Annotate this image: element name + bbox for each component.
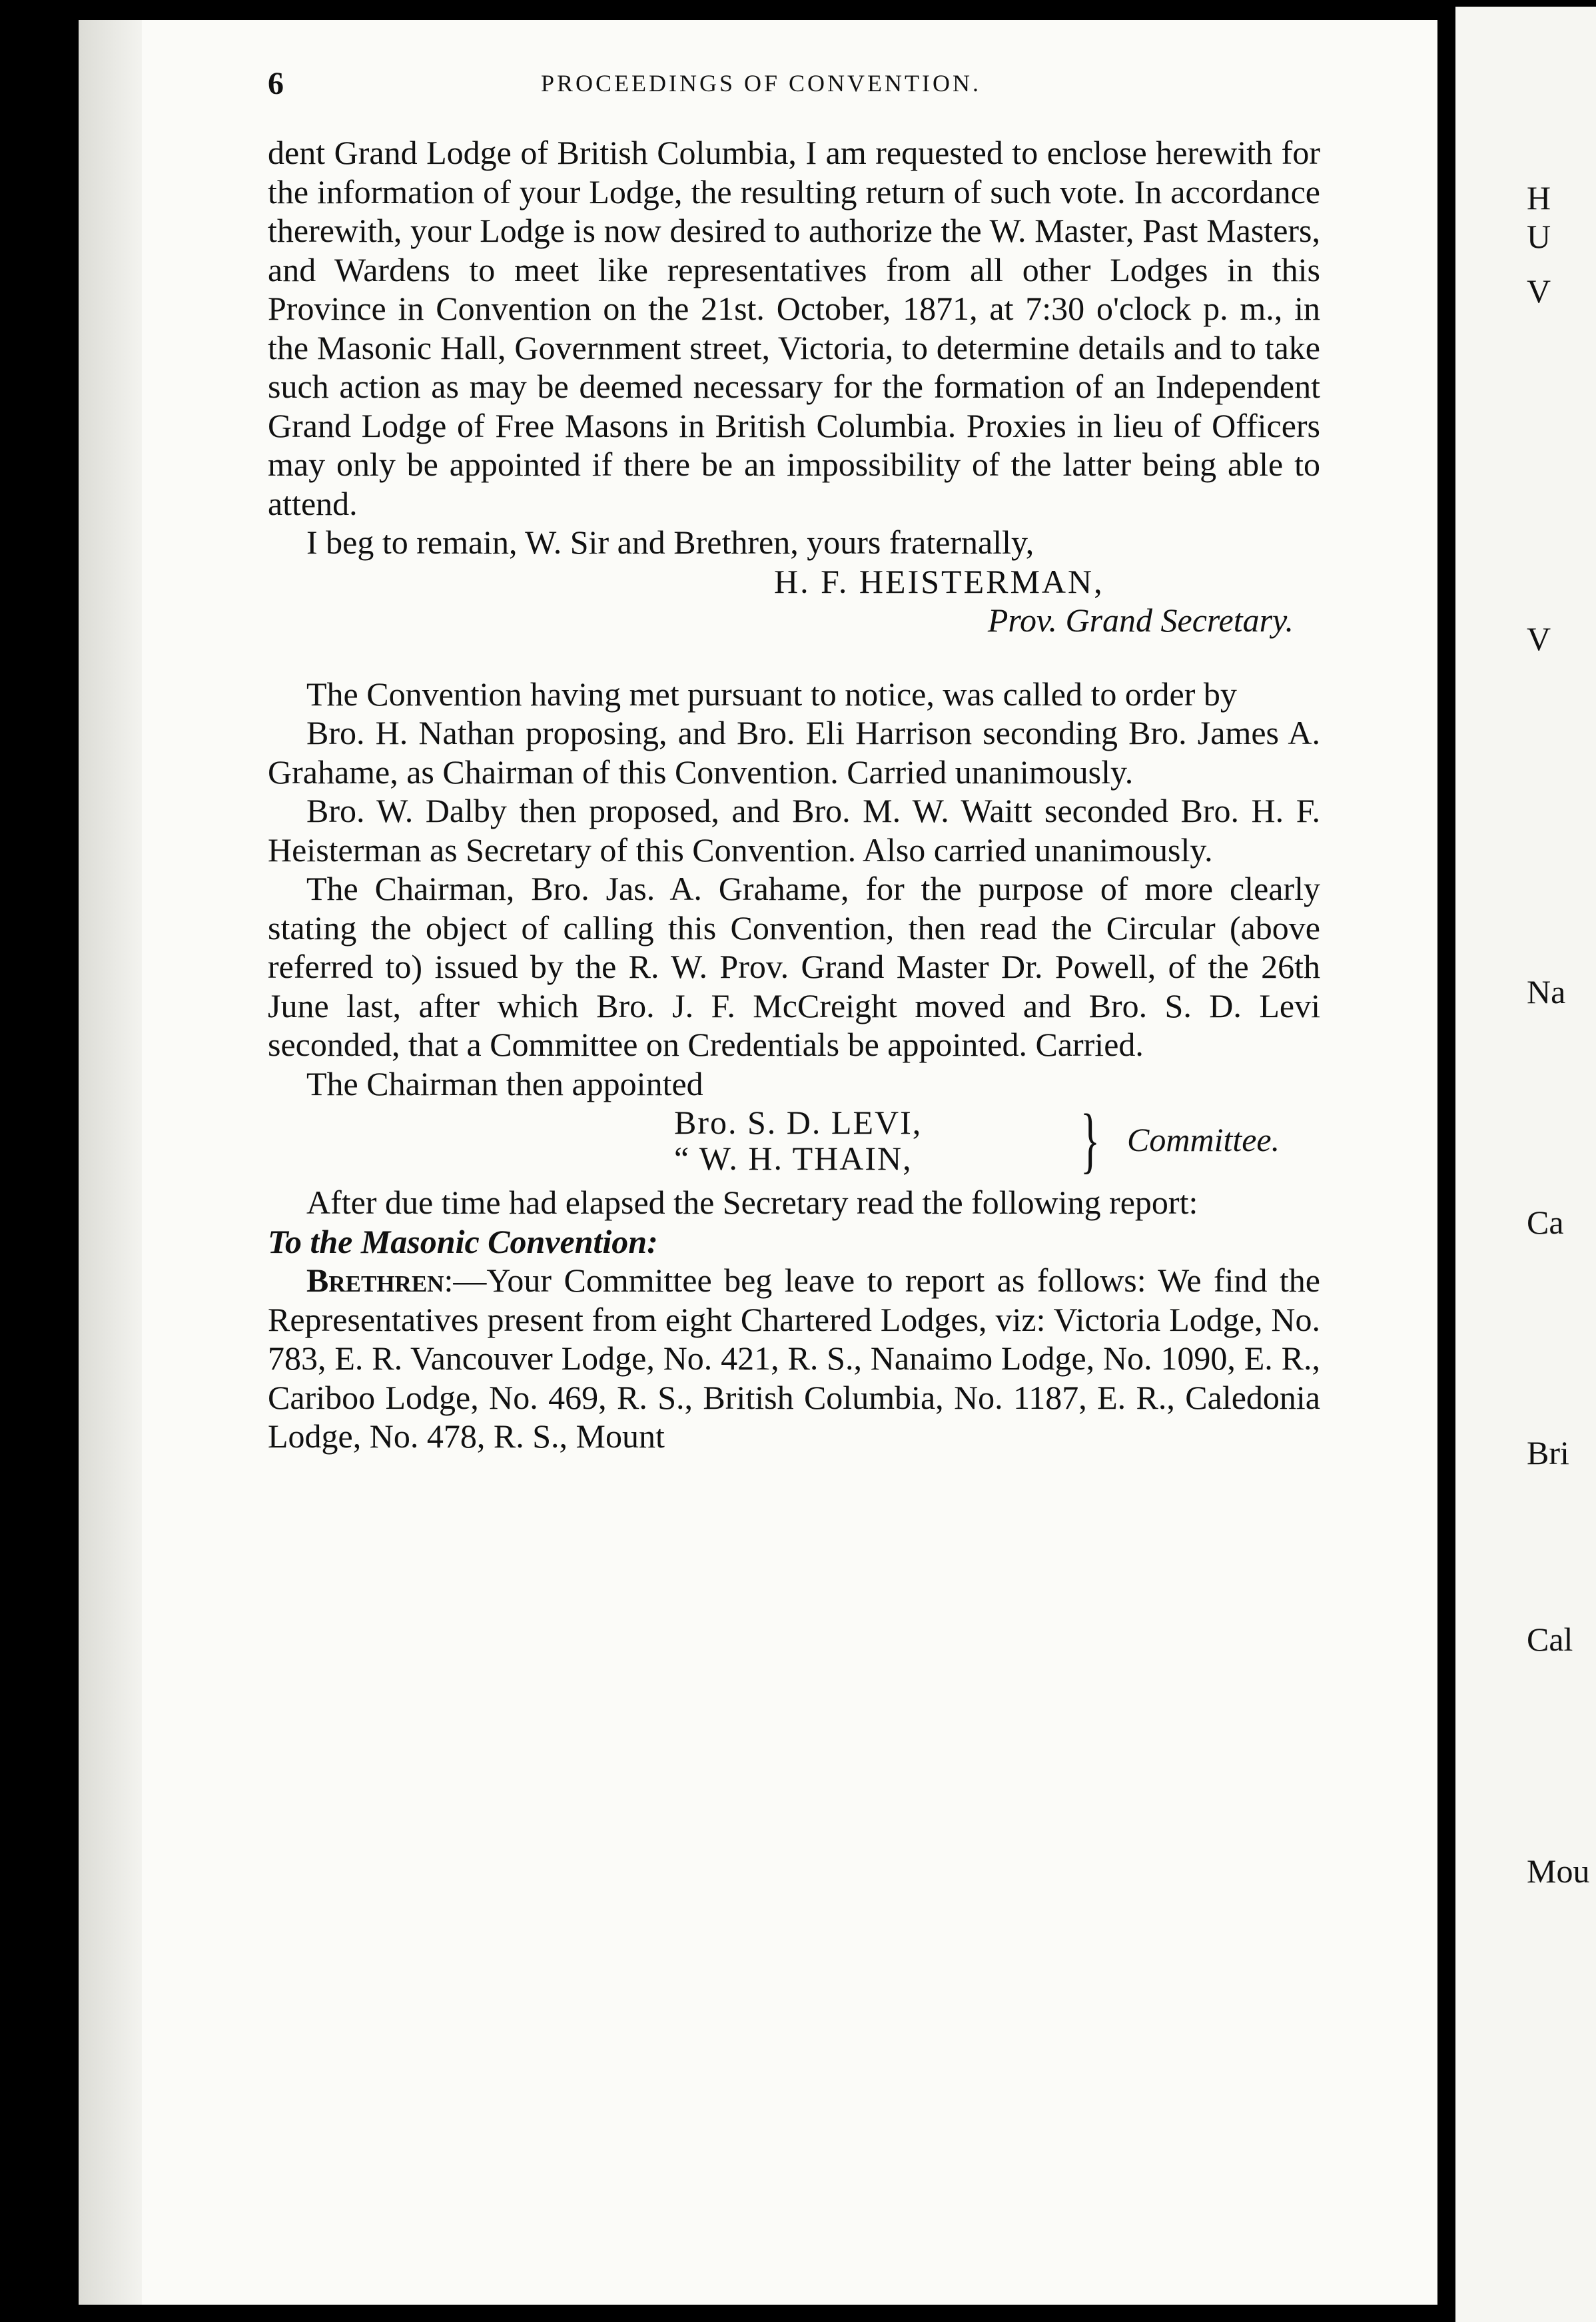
spacer <box>268 640 1320 675</box>
facing-page <box>1455 7 1596 2322</box>
facing-fragment: V <box>1527 620 1551 657</box>
report-lead: Brethren <box>306 1262 444 1299</box>
facing-fragment: V <box>1527 272 1551 310</box>
facing-fragment: H <box>1527 179 1551 216</box>
page-gutter <box>79 20 142 2305</box>
committee-member: “ W. H. THAIN, <box>674 1140 913 1177</box>
signature-title: Prov. Grand Secretary. <box>987 601 1294 639</box>
facing-fragment: Na <box>1527 973 1566 1010</box>
report-salutation: To the Masonic Convention: <box>268 1222 658 1260</box>
page-number: 6 <box>268 66 284 101</box>
paragraph-convention-met: The Convention having met pursuant to notice, was called to order by <box>306 675 1237 713</box>
report-text: :—Your Committee beg leave to report as follows: We find the Representatives present from eight Chartered Lodges, viz: Victoria Lodge, No. 783, E. R. Vancouver Lodge, No. 421, R. S., Nanaimo Lodge, No. 1090, E. R., Cariboo Lodge, No. 469, R. S., British Columbia, No. 1187, E. R., Caledonia Lodge, No. 478, R. S., Mount <box>268 1262 1320 1455</box>
page-header <box>268 65 1347 119</box>
facing-fragment: Cal <box>1527 1621 1573 1658</box>
brace-icon: } <box>1080 1099 1100 1180</box>
page-body <box>268 133 1320 1456</box>
page-divider <box>1437 0 1455 2322</box>
facing-fragment: U <box>1527 218 1551 255</box>
paragraph-chairman-election: Bro. H. Nathan proposing, and Bro. Eli Harrison seconding Bro. James A. Grahame, as Chairman of this Convention. Carried unanimously. <box>268 714 1320 791</box>
paragraph-closing: I beg to remain, W. Sir and Brethren, yours fraternally, <box>306 524 1034 561</box>
paragraph-report-intro: After due time had elapsed the Secretary read the following report: <box>306 1184 1198 1221</box>
facing-fragment: Ca <box>1527 1204 1564 1241</box>
paragraph-report <box>268 1261 1320 1456</box>
committee-label: Committee. <box>1127 1121 1280 1158</box>
committee-member: Bro. S. D. LEVI, <box>674 1104 923 1141</box>
facing-fragment: Mou <box>1527 1852 1590 1890</box>
committee-list <box>674 1099 1320 1183</box>
signature-name: H. F. HEISTERMAN, <box>774 562 1104 600</box>
paragraph-secretary-election: Bro. W. Dalby then proposed, and Bro. M. W. Waitt seconded Bro. H. F. Heisterman as Secretary of this Convention. Also carried unanimously. <box>268 792 1320 869</box>
paragraph-appointment: The Chairman then appointed <box>306 1064 703 1102</box>
paragraph-circular-read: The Chairman, Bro. Jas. A. Grahame, for the purpose of more clearly stating the object of calling this Convention, then read the Circular (above referred to) issued by the R. W. Prov. Grand Master Dr. Powell, of the 26th June last, after which Bro. J. F. McCreight moved and Bro. S. D. Levi seconded, that a Committee on Credentials be appointed. Carried. <box>268 870 1320 1063</box>
running-head: PROCEEDINGS OF CONVENTION. <box>541 70 982 97</box>
paragraph-circular-end: dent Grand Lodge of British Columbia, I am requested to enclose herewith for the information of your Lodge, the resulting return of such vote. In accordance therewith, your Lodge is now desired to authorize the W. Master, Past Masters, and Wardens to meet like representatives from all other Lodges in this Province in Convention on the 21st. October, 1871, at 7:30 o'clock p. m., in the Masonic Hall, Government street, Victoria, to determine details and to take such action as may be deemed necessary for the formation of an Independent Grand Lodge of Free Masons in British Columbia. Proxies in lieu of Officers may only be appointed if there be an impossibility of the latter being able to attend. <box>268 134 1320 522</box>
facing-fragment: Bri <box>1527 1434 1569 1471</box>
